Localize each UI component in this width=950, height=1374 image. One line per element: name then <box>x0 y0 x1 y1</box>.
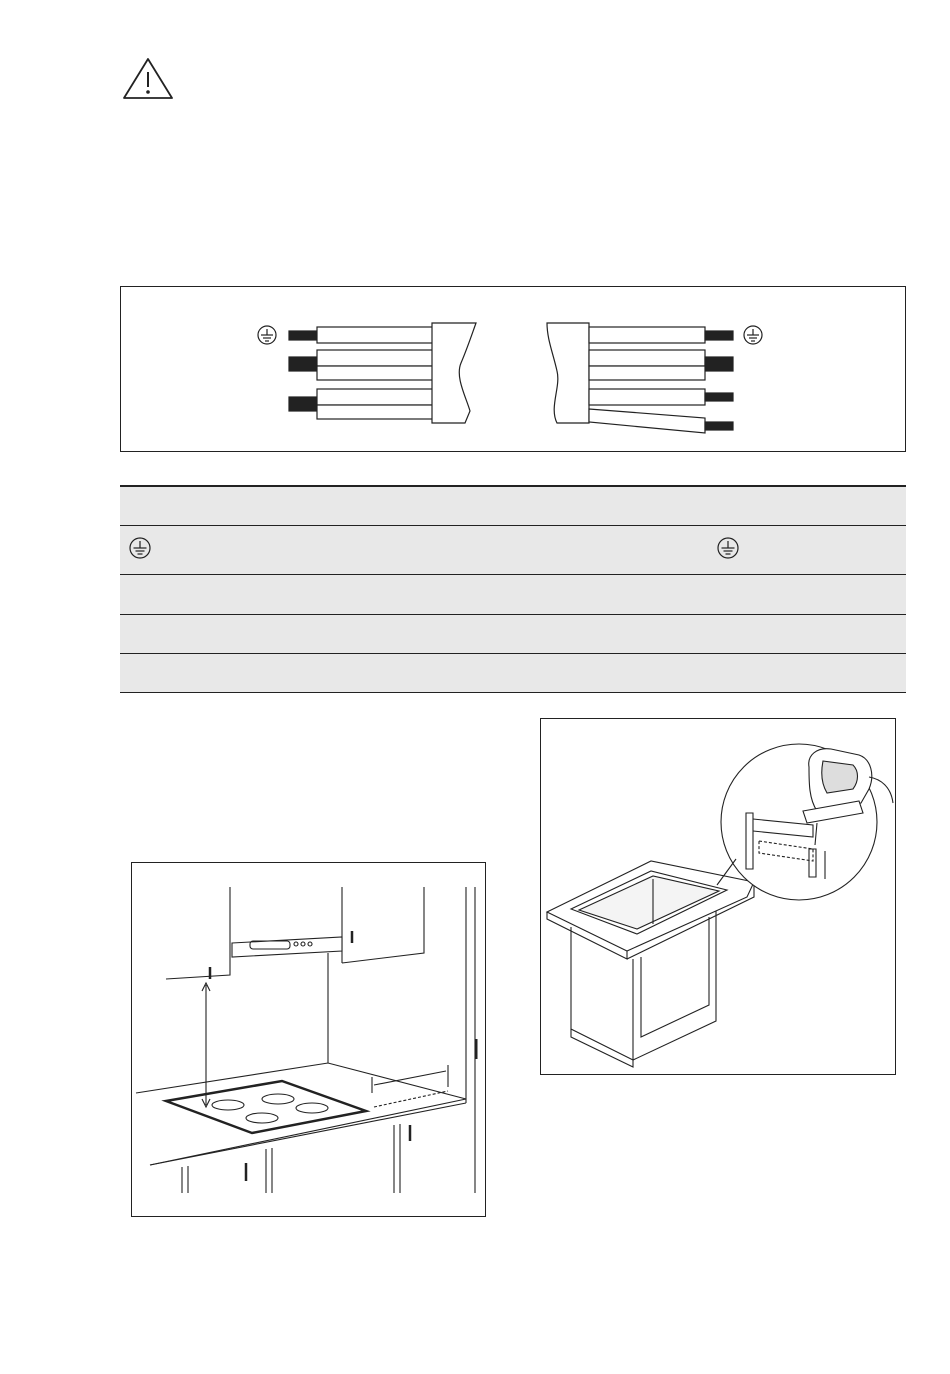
table-header-row <box>120 487 906 526</box>
connection-table <box>120 485 906 693</box>
right-cable <box>547 323 733 433</box>
earth-ground-icon <box>716 536 740 560</box>
worktop-cutout-figure <box>540 718 896 1075</box>
earth-ground-icon <box>744 326 762 344</box>
table-row <box>120 575 906 615</box>
earth-ground-icon <box>128 536 152 560</box>
table-row <box>120 615 906 654</box>
table-row-earth <box>120 526 906 575</box>
cable-wiring-figure <box>120 286 906 452</box>
hob-installation-figure <box>131 862 486 1217</box>
table-row <box>120 654 906 693</box>
warning-triangle-icon <box>122 56 176 102</box>
earth-ground-icon <box>258 326 276 344</box>
left-cable <box>289 323 476 423</box>
